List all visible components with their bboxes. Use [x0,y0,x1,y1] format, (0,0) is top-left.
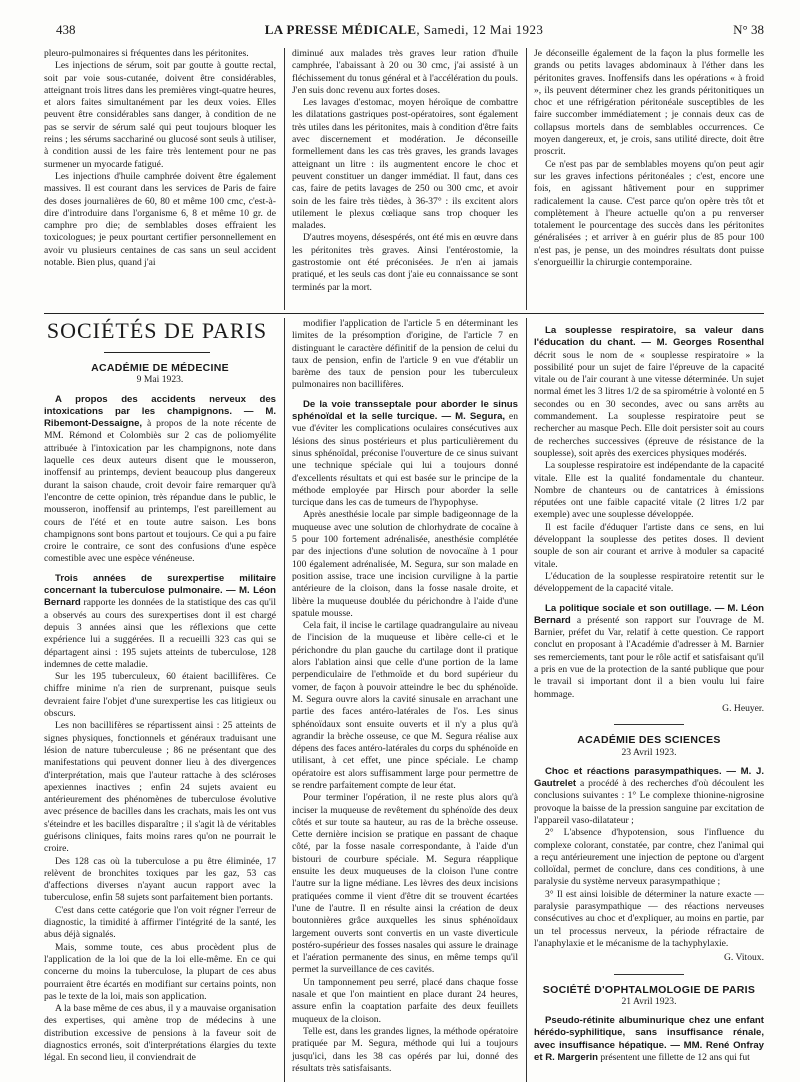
paragraph: Les non bacillifères se répartissent ainsi : 25 atteints de signes physiques, fonctionnels et généraux traduisant une lésion de nature tuberculeuse ; 86 ne présentant que des manifestations qui peuvent donner lieu à des divergences d'interprétation, mais que l'auteur rattache à des scléroses apexiennes inactives ; enfin 24 sujets avaient eu antérieurement des phénomènes de tuberculose évolutive avec présence de bacilles dans les crachats, mais les ont vus s'éteindre et les bacilles disparaître ; il s'agit là de véritables guérisons cliniques, faits moins rares qu'on ne pourrait le croire. [44,720,276,855]
title-underline [104,352,210,353]
paragraph: D'autres moyens, désespérés, ont été mis en œuvre dans les péritonites très graves. Ainsi l'entérostomie, la gastrostomie ont été préconisées. Je n'en ai jamais pratiqué, et les seuls cas dont j'aie eu connaissance se sont terminés par la mort. [292,232,518,293]
societes-column-1 [44,358,276,1080]
paragraph: L'éducation de la souplesse respiratoire retentit sur le développement de la capacité vitale. [534,570,764,595]
communication-title: Trois années de surexpertise militaire concernant la tuberculose pulmonaire. — M. Léon Bernard [44,572,276,609]
column-divider [284,48,285,310]
separator-rule [614,974,684,975]
paragraph: Cela fait, il incise le cartilage quadrangulaire au niveau de l'incision de la muqueuse et libère celle-ci et le périchondre du plan gauche du cartilage dont il pratique alors l'ablation ainsi que celle d'une portion de la lame perpendiculaire de l'ethmoïde et du bord supérieur du vomer, de façon à pouvoir atteindre le bec du sphénoïde. M. Segura ouvre alors la cavité sinusale en arrachant une partie des faces antéro-latérales de l'os. Les sinus sphénoïdaux sont ensuite ouverts et il n'y a plus qu'à agrandir la brèche osseuse, ce que M. Segura réalise aux dépens des faces antéro-latérales du corps du sphénoïde en utilisant, à cet effet, une pince spéciale. Le champ opératoire est alors suffisamment large pour permettre de se rendre parfaitement compte de leur état. [292,620,518,791]
column-3-body-c [534,1015,764,1064]
section-rule [44,313,764,314]
paragraph: Mais, somme toute, ces abus procèdent plus de l'application de la loi que de la loi elle-même. En ce qui concerne du moins la tuberculose, la plupart de ces abus pourraient être écartés en modifiant sur certains points, non pas le texte de la loi, mais son application. [44,941,276,1002]
paragraph: pleuro-pulmonaires si fréquentes dans les péritonites. [44,48,249,59]
paragraph: Sur les 195 tuberculeux, 60 étaient bacillifères. Ce chiffre minime n'a rien de surprenant, puisque seuls devraient faire l'objet d'une surexpertise les cas litigieux ou obscurs. [44,671,276,720]
paragraph: Les lavages d'estomac, moyen héroïque de combattre les dilatations gastriques post-opératoires, sont également très utiles dans les péritonites, mais à condition d'être faits avec discernement et modération. Je déconseille formellement dans les cas très graves, les grands lavages atteignant un litre : ils augmentent encore le choc et peuvent constituer un danger immédiat. Il faut, dans ces cas, faire de petits lavages de 250 ou 300 cmc, et avoir soin de les faire très tièdes, à 36-37° : ils excitent alors utilement le plexus cœliaque sans trop choquer les malades. [292,97,518,232]
communication-title: Choc et réactions parasympathiques. — M. J. Gautrelet [534,765,764,790]
issue-date: , Samedi, 12 Mai 1923 [416,22,544,37]
communication-paragraph: Pseudo-rétinite albuminurique chez une enfant hérédo-syphilitique, sans insuffisance rénale, avec insuffisance hépatique. — MM. René Onfray et R. Margerin présentent une fillette de 12 ans qui fut [534,1015,764,1064]
paragraph: A la base même de ces abus, il y a mauvaise organisation des expertises, qui amène trop de médecins à une distribution excessive de pensions à la faveur soit de diagnostics erronés, soit d'interprétations élargies du texte légal. En second lieu, il conviendrait de [44,1003,276,1064]
paragraph: 2° L'absence d'hypotension, sous l'influence du complexe colorant, constatée, par contre, chez l'animal qui a reçu antérieurement une injection de peptone ou d'argent colloïdal, permet de conclure, dans ces conditions, à une paralysie du système nerveux parasympathique ; [534,827,764,888]
communication-title: De la voie transseptale pour aborder le sinus sphénoïdal et la selle turcique. — M. Segura, [292,398,518,423]
top-column-2 [292,48,518,310]
top-column-1 [44,48,276,310]
paragraph: Après anesthésie locale par simple badigeonnage de la muqueuse avec une solution de chlorhydrate de cocaïne à 5 pour 100 fortement adrénalisée, anesthésie complétée par des injections d'une solution de novocaïne à 1 pour 100 également adrénalisée, M. Segura, sur son malade en position assise, trace une incision curviligne à la partie antérieure de la cloison, dans la fosse nasale droite, et libère la muqueuse doublée du périchondre à l'aide d'une spatule mousse. [292,509,518,619]
column-divider [526,48,527,310]
communication-paragraph: Trois années de surexpertise militaire concernant la tuberculose pulmonaire. — M. Léon Bernard rapporte les données de la statistique des cas qu'il a observés au cours des surexpertises dont il est chargé depuis 3 années ainsi que les réflexions que cette expérience lui a suggérées. Il a recueilli 323 cas qui se départagent ainsi : 195 sujets atteints de tuberculose, 128 indemnes de cette maladie. [44,572,276,670]
societes-column-2 [292,318,518,1080]
communication-paragraph: Choc et réactions parasympathiques. — M. J. Gautrelet a procédé à des recherches d'où découlent les conclusions suivantes : 1° Le complexe thionine-nigrosine provoque la baisse de la pression sanguine par excitation de l'appareil vaso-dilatateur ; [534,765,764,826]
communication-title: La politique sociale et son outillage. — M. Léon Bernard [534,602,764,626]
paragraph: Des 128 cas où la tuberculose a pu être éliminée, 17 relèvent de bronchites toxiques par les gaz, 53 cas d'affections diverses n'ayant aucun rapport avec la tuberculose, enfin 58 sujets sont parfaitement bien portants. [44,855,276,904]
paragraph: Les injections de sérum, soit par goutte à goutte rectal, soit par voie sous-cutanée, doivent être considérables, atteignant trois litres dans les premières vingt-quatre heures, et alors faites simultanément par les deux voies. Elles peuvent être considérables sans danger, à condition de ne pas se servir de sérum salé qui peut toujours bloquer les reins ; les sérums sacchariné ou glucosé sont seuls à utiliser, à condition aussi de les faire très lentement pour ne pas surmener un myocarde fatigué. [44,60,276,170]
communication-paragraph: De la voie transseptale pour aborder le sinus sphénoïdal et la selle turcique. — M. Segura, en vue d'éviter les complications oculaires consécutives aux lésions des sinus postérieurs et plus particulièrement du sinus sphénoïdal, préconise l'ouverture de ce sinus suivant une technique spéciale qui lui a toujours donné d'excellents résultats et qui est basée sur le principe de la méthode employée par Hirsch pour aborder la selle turcique dans les cas de tumeurs de l'hypophyse. [292,398,518,509]
top-column-3 [534,48,764,310]
column-divider [526,318,527,1082]
communication-title: Pseudo-rétinite albuminurique chez une enfant hérédo-syphilitique, sans insuffisance rénale, avec insuffisance hépatique. — MM. René Onfray et R. Margerin [534,1015,764,1064]
paragraph: C'est dans cette catégorie que l'on voit régner l'erreur de diagnostic, la timidité à affirmer l'intégrité de la santé, les abus déjà signalés. [44,904,276,941]
publication-name: LA PRESSE MÉDICALE [264,22,417,37]
signature: G. Heuyer. [722,702,764,714]
paragraph: diminué aux malades très graves leur ration d'huile camphrée, l'abaissant à 20 ou 30 cmc, j'ai assisté à un fléchissement du tonus général et à l'accélération du pouls. J'en suis donc revenu aux fortes doses. [292,48,518,96]
newspaper-page [44,0,764,1082]
paragraph: Les injections d'huile camphrée doivent être également massives. Il est courant dans les services de Paris de faire des doses journalières de 60, 80 et même 100 cmc, c'est-à-dire d'introduire dans l'organisme 6, 8 et même 10 gr. de camphre pro die; de semblables doses effraient les toxicologues; je peux pourtant certifier personnellement en avoir vu plusieurs centaines de cas sans un seul accident notable. Bien plus, quand j'ai [44,170,276,269]
signature: G. Vitoux. [723,952,764,964]
academy-heading: ACADÉMIE DE MÉDECINE [91,362,229,374]
paragraph: 3° Il est ainsi loisible de déterminer la nature exacte — paralysie parasympathique — des réactions nerveuses consécutives au choc et d'expliquer, au moins en partie, par un tel processus nerveux, la période réfractaire de l'anaphylaxie et le mécanisme de la tachyphylaxie. [534,888,764,949]
paragraph: Pour terminer l'opération, il ne reste plus alors qu'à inciser la muqueuse de revêtement du sphénoïde des deux côtés et sur toute sa hauteur, au ras de la brèche osseuse. Cette dernière incision se pratique en passant de chaque côté, par la fosse nasale correspondante, à l'aide d'un bistouri de courbure spéciale. M. Segura réapplique ensuite les deux muqueuses de la cloison l'une contre l'autre sur la ligne médiane. Les lèvres des deux incisions pratiquées comme il vient d'être dit se trouvent écartées l'une de l'autre. Il en résulte ainsi la création de deux boutonnières grâce auxquelles les sinus sphénoïdaux largement ouverts sont convertis en un vaste diverticule postéro-supérieur des fosses nasales qui assure le drainage et l'aération permanente des sinus, en même temps qu'il permet la surveillance de ces cavités. [292,792,518,976]
communication-title: La souplesse respiratoire, sa valeur dans l'éducation du chant. — M. Georges Rosenthal [534,325,764,349]
session-date: 23 Avril 1923. [621,746,677,758]
session-date: 21 Avril 1923. [621,995,677,1007]
separator-rule [614,724,684,725]
section-title: SOCIÉTÉS DE PARIS [46,318,268,343]
column-3-body-b [534,766,764,950]
masthead [44,22,764,38]
academy-heading: ACADÉMIE DES SCIENCES [577,734,721,747]
page-number: 438 [56,22,76,37]
paragraph: Il est facile d'éduquer l'artiste dans ce sens, en lui développant la souplesse des petites doses. Il devient souple de son air courant et arrive à moduler sa capacité vitale. [534,521,764,570]
issue-number: N° 38 [733,22,764,37]
paragraph: Telle est, dans les grandes lignes, la méthode opératoire pratiquée par M. Segura, méthode qui lui a toujours jusqu'ici, dans les 38 cas opérés par lui, donné des résultats très satisfaisants. [292,1025,518,1074]
paragraph: Un tamponnement peu serré, placé dans chaque fosse nasale et que l'on maintient en place durant 24 heures, assure enfin la coaptation parfaite des deux feuillets muqueux de la cloison. [292,976,518,1025]
paragraph: La souplesse respiratoire est indépendante de la capacité vitale. Elle est la qualité fondamentale du chanteur. Nombre de chanteurs ou de cantatrices à émissions réputées ont une faible capacité vitale (2 litres 1/2 par exemple) avec une souplesse développée. [534,460,764,521]
communication-paragraph: A propos des accidents nerveux des intoxications par les champignons. — M. Ribemont-Dessaigne, à propos de la note récente de MM. Rémond et Colombiès sur 2 cas de poliomyélite attribuée à l'intoxication par les champignons, note dans laquelle ces deux auteurs disent que le mousseron, inoffensif au printemps, devient beaucoup plus dangereux durant la saison chaude, croit devoir faire remarquer qu'à l'encontre de cette opinion, très répandue dans le public, le mousseron, inoffensif au printemps, l'est pareillement au cours de l'été et en toute autre saison. Les bons champignons sont bons partout et toujours. Ce qui a pu faire croire le contraire, ce sont des confusions d'une espèce comestible avec une espèce vénéneuse. [44,393,276,565]
paragraph: Ce n'est pas par de semblables moyens qu'on peut agir sur les graves infections péritonéales ; c'est, encore une fois, en agissant hâtivement pour en supprimer radicalement la cause. C'est parce qu'on opère très tôt et complètement à l'heure actuelle qu'on a pu renverser totalement le pourcentage des succès dans les péritonites généralisées ; et arriver à en guérir plus de 85 pour 100 n'est pas, je pense, un des moindres résultats dont puisse s'enorgueillir la chirurgie contemporaine. [534,158,764,269]
societes-column-3 [534,318,764,1080]
communication-paragraph: La souplesse respiratoire, sa valeur dans l'éducation du chant. — M. Georges Rosenthal décrit sous le nom de « souplesse respiratoire » la possibilité pour un sujet de faire l'épreuve de la capacité vitale ou de l'air courant à une vitesse déterminée. Un sujet normal émet les 3 litres 1/2 de sa spirométrie à volonté en 5 secondes ou en 30 secondes, avec ou sans arrêts au commandement. La souplesse respiratoire peut se rechercher au masque Pech. Elle doit persister soit au cours de recherches successives (épreuve de résistance de la souplesse), soit après des exercices physiques modérés. [534,325,764,459]
society-heading: SOCIÉTÉ D'OPHTALMOLOGIE DE PARIS [542,983,756,996]
page-header [44,22,764,42]
paragraph: modifier l'application de l'article 5 en déterminant les limites de la présomption d'origine, de l'article 7 en distinguant le caractère définitif de la pension de celui du taux de pension, enfin de l'article 9 en vue d'établir un barème des taux de pension pour les tuberculeux pulmonaires non bacillifères. [292,318,518,391]
column-3-body-a [534,325,764,701]
session-date: 9 Mai 1923. [136,374,184,386]
communication-title: A propos des accidents nerveux des intoxications par les champignons. — M. Ribemont-Dessaigne, [44,393,276,430]
column-divider [284,318,285,1082]
column-1-body [44,394,276,1065]
communication-paragraph: La politique sociale et son outillage. — M. Léon Bernard a présenté son rapport sur l'ouvrage de M. Barnier, préfet du Var, relatif à cette question. Ce rapport conclut en proposant à l'Académie d'adresser à M. Barnier ses remerciements, tant pour le rôle actif et satisfaisant qu'il a pris en vue de la protection de la santé publique que pour le travail si important dont il a bien voulu lui faire hommage. [534,602,764,700]
paragraph: Je déconseille également de la façon la plus formelle les grands ou petits lavages abdominaux à l'éther dans les péritonites graves. Inoffensifs dans les opérations « à froid », ils peuvent déterminer chez les grands péritonitiques un choc et une réfrigération péritonéale susceptibles de les faire succomber immédiatement ; je connais deux cas de collapsus mortels dans de semblables occurrences. Ce moyen dangereux, et, je crois, sans utilité directe, doit être proscrit. [534,48,764,158]
